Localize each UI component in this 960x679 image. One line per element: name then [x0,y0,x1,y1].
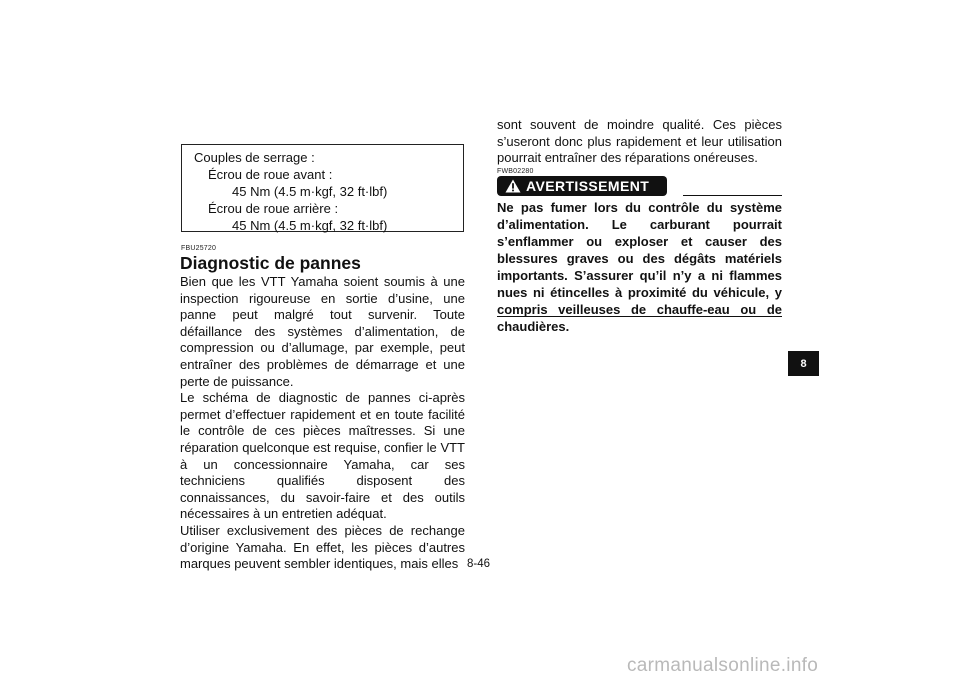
paragraph-3: Utiliser exclusivement des pièces de rechange d’origine Yamaha. En effet, les pièces d’autres marques peuvent sembler identiques, mais elles [180,522,465,572]
section-title: Diagnostic de pannes [180,253,361,273]
right-column-body [497,117,782,167]
spec-rear-label: Écrou de roue arrière : [208,201,339,216]
warning-label: AVERTISSEMENT [526,178,650,194]
paragraph-1: Bien que les VTT Yamaha soient soumis à une inspection rigoureuse en sortie d’usine, une panne peut malgré tout survenir. Toute défaillance des systèmes d’alimentation, de compression ou d’allumage, par exemple, peut entraîner des problèmes de démarrage et une perte de puissance. [180,274,465,389]
warning-triangle-icon [505,179,521,193]
warning-code: FWB02280 [497,168,534,175]
warning-bottom-rule [497,316,782,317]
chapter-tab: 8 [788,351,819,376]
spec-front-value: 45 Nm (4.5 m·kgf, 32 ft·lbf) [232,184,388,199]
paragraph-2: Le schéma de diagnostic de pannes ci-après permet d’effectuer rapidement et en toute facilité le contrôle de ces pièces maîtresses. Si une réparation quelconque est requise, confier le VTT à un concessionnaire Yamaha, car ses techniciens qualifiés disposent des connaissances, du savoir-faire et des outils nécessaires à un entretien adéquat. [180,390,465,522]
warning-label-box [497,176,667,196]
continuation-paragraph: sont souvent de moindre qualité. Ces pièces s’useront donc plus rapidement et leur utilisation pourrait entraîner des réparations onéreuses. [497,117,782,166]
torque-spec-box [181,144,464,232]
spec-front-label: Écrou de roue avant : [208,167,333,182]
section-code: FBU25720 [181,245,217,252]
watermark: carmanualsonline.info [627,655,819,676]
warning-text: Ne pas fumer lors du contrôle du système d’alimentation. Le carburant pourrait s’enflammer ou exploser et causer des blessures graves ou des dégâts matériels importants. S’assurer qu’il n’y a ni flammes nues ni étincelles à proximité du véhicule, y compris veilleuses de chauffe-eau ou de chaudières. [497,200,782,334]
left-column-body [180,274,465,573]
warning-header [497,176,782,198]
warning-header-rule [683,195,782,196]
spec-title: Couples de serrage : [194,150,315,165]
page-number: 8-46 [467,558,491,570]
spec-rear-value: 45 Nm (4.5 m·kgf, 32 ft·lbf) [232,218,388,233]
